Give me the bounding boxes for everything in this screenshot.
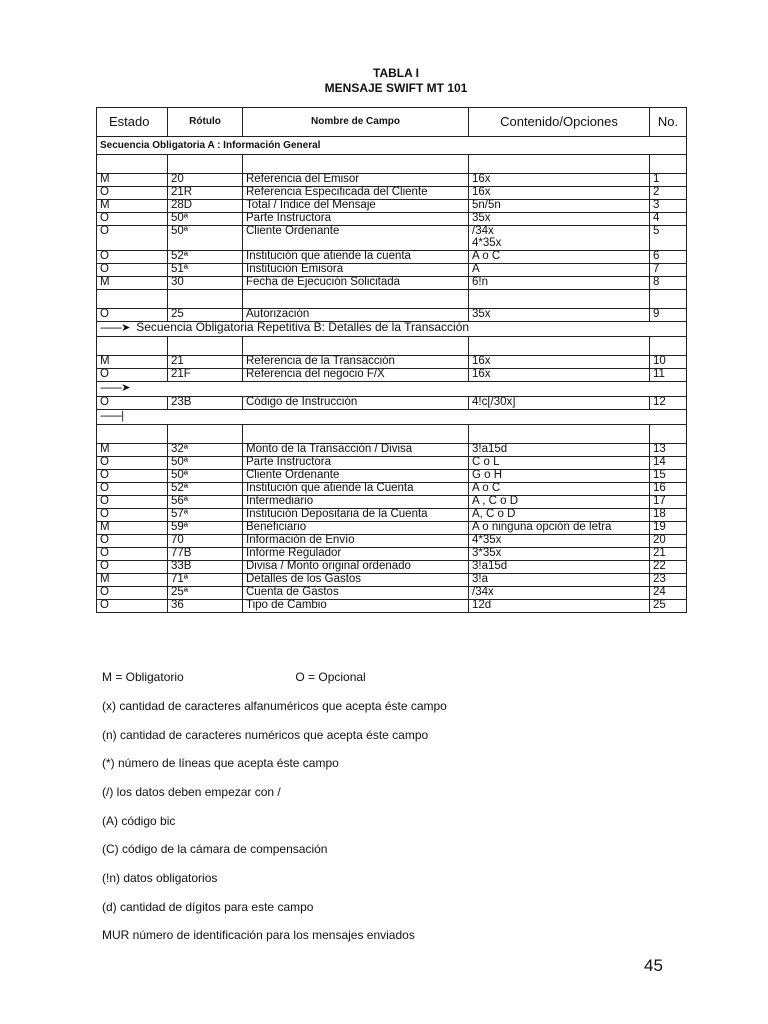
cell-rotulo: 21 [168, 356, 243, 369]
cell-contenido: A o ninguna opción de letra [469, 522, 650, 535]
cell-rotulo: 52ª [168, 483, 243, 496]
cell-contenido: /34x [469, 587, 650, 600]
cell-nombre: Tipo de Cambio [243, 600, 469, 613]
cell-rotulo: 52ª [168, 251, 243, 264]
legend-item: (A) código bic [102, 814, 176, 828]
cell-no: 1 [650, 174, 687, 187]
table-row [97, 457, 687, 470]
spacer-row [97, 425, 687, 444]
header-estado: Estado [97, 108, 168, 137]
cell-rotulo: 59ª [168, 522, 243, 535]
cell-no: 17 [650, 496, 687, 509]
cell-rotulo: 51ª [168, 264, 243, 277]
cell-estado: O [97, 187, 168, 200]
cell-contenido: A o C [469, 251, 650, 264]
cell-rotulo: 77B [168, 548, 243, 561]
cell-estado: O [97, 561, 168, 574]
cell-estado: O [97, 309, 168, 322]
cell-estado: O [97, 548, 168, 561]
cell-estado: O [97, 483, 168, 496]
cell-contenido: 16x [469, 356, 650, 369]
cell-rotulo: 23B [168, 397, 243, 410]
cell-estado: O [97, 509, 168, 522]
page-number: 45 [644, 956, 663, 975]
legend-item: (x) cantidad de caracteres alfanuméricos que acepta éste campo [102, 699, 447, 713]
cell-estado: M [97, 277, 168, 290]
legend-item: (C) código de la cámara de compensación [102, 842, 328, 856]
table-row [97, 483, 687, 496]
cell-estado: O [97, 535, 168, 548]
cell-estado: M [97, 356, 168, 369]
cell-nombre: Informe Regulador [243, 548, 469, 561]
cell-no: 6 [650, 251, 687, 264]
cell-estado: O [97, 213, 168, 226]
cell-contenido: 35x [469, 213, 650, 226]
cell-nombre: Divisa / Monto original ordenado [243, 561, 469, 574]
cell-no: 13 [650, 444, 687, 457]
table-row [97, 522, 687, 535]
legend-o: O = Opcional [295, 670, 366, 684]
legend-item: MUR número de identificación para los mensajes enviados [102, 928, 415, 942]
cell-contenido: 16x [469, 187, 650, 200]
cell-no: 24 [650, 587, 687, 600]
cell-no: 22 [650, 561, 687, 574]
cell-no: 4 [650, 213, 687, 226]
header-contenido: Contenido/Opciones [469, 108, 650, 137]
section-b-label [97, 322, 687, 337]
cell-estado: M [97, 444, 168, 457]
table-row [97, 369, 687, 382]
legend-status [102, 670, 366, 684]
cell-no: 11 [650, 369, 687, 382]
table-row [97, 200, 687, 213]
table-row [97, 213, 687, 226]
cell-rotulo: 71ª [168, 574, 243, 587]
cell-nombre: Cuenta de Gastos [243, 587, 469, 600]
spacer-row [97, 290, 687, 309]
cell-no: 25 [650, 600, 687, 613]
cell-contenido: A, C o D [469, 509, 650, 522]
cell-nombre: Total / Indice del Mensaje [243, 200, 469, 213]
cell-estado: M [97, 200, 168, 213]
cell-rotulo: 21R [168, 187, 243, 200]
cell-no: 23 [650, 574, 687, 587]
cell-nombre: Cliente Ordenante [243, 470, 469, 483]
table-row [97, 309, 687, 322]
table-header-row [97, 108, 687, 137]
table-row [97, 277, 687, 290]
cell-no: 12 [650, 397, 687, 410]
cell-contenido: 3!a15d [469, 561, 650, 574]
cell-nombre: Monto de la Transacción / Divisa [243, 444, 469, 457]
cell-rotulo: 20 [168, 174, 243, 187]
cell-estado: O [97, 470, 168, 483]
cell-no: 10 [650, 356, 687, 369]
cell-no: 20 [650, 535, 687, 548]
bracket-icon: --------| [100, 410, 124, 422]
header-rotulo: Rótulo [168, 108, 243, 137]
cell-no: 9 [650, 309, 687, 322]
cell-nombre: Información de Envío [243, 535, 469, 548]
table-row [97, 509, 687, 522]
table-row [97, 187, 687, 200]
table-row [97, 470, 687, 483]
cell-contenido: 4*35x [469, 535, 650, 548]
cell-rotulo: 25ª [168, 587, 243, 600]
cell-contenido: 3!a15d [469, 444, 650, 457]
cell-estado: O [97, 600, 168, 613]
cell-contenido: 12d [469, 600, 650, 613]
spacer-row [97, 337, 687, 356]
table-row [97, 548, 687, 561]
cell-nombre: Parte Instructora [243, 457, 469, 470]
cell-estado: O [97, 587, 168, 600]
section-a-row [97, 137, 687, 155]
bracket-row-row [97, 410, 687, 425]
legend-m: M = Obligatorio [102, 670, 184, 684]
table-row [97, 397, 687, 410]
cell-estado: M [97, 174, 168, 187]
cell-estado: M [97, 574, 168, 587]
table-row [97, 444, 687, 457]
cell-nombre: Código de Instrucción [243, 397, 469, 410]
table-row [97, 561, 687, 574]
cell-contenido: C o L [469, 457, 650, 470]
cell-contenido: 3!a [469, 574, 650, 587]
cell-estado: O [97, 397, 168, 410]
cell-nombre: Referencia del Emisor [243, 174, 469, 187]
cell-no: 5 [650, 226, 687, 251]
cell-nombre: Autorización [243, 309, 469, 322]
cell-rotulo: 50ª [168, 457, 243, 470]
cell-contenido: 6!n [469, 277, 650, 290]
header-no: No. [650, 108, 687, 137]
legend-item: (*) número de líneas que acepta éste campo [102, 756, 339, 770]
cell-rotulo: 70 [168, 535, 243, 548]
cell-rotulo: 25 [168, 309, 243, 322]
cell-rotulo: 28D [168, 200, 243, 213]
cell-estado: O [97, 226, 168, 251]
cell-contenido: A [469, 264, 650, 277]
cell-nombre: Institución que atiende la cuenta [243, 251, 469, 264]
cell-nombre: Referencia Especificada del Cliente [243, 187, 469, 200]
cell-no: 3 [650, 200, 687, 213]
section-b-text: Secuencia Obligatoria Repetitiva B: Detalles de la Transacción [136, 321, 470, 334]
cell-no: 18 [650, 509, 687, 522]
cell-nombre: Detalles de los Gastos [243, 574, 469, 587]
header-nombre: Nombre de Campo [243, 108, 469, 137]
cell-nombre: Fecha de Ejecución Solicitada [243, 277, 469, 290]
legend-item: (d) cantidad de dígitos para este campo [102, 900, 314, 914]
cell-no: 16 [650, 483, 687, 496]
arrow-icon: --------➤ [100, 382, 130, 394]
title-line-1: TABLA I [373, 66, 419, 80]
cell-rotulo: 50ª [168, 226, 243, 251]
cell-no: 14 [650, 457, 687, 470]
document-title [96, 66, 686, 96]
cell-estado: O [97, 496, 168, 509]
cell-rotulo: 36 [168, 600, 243, 613]
cell-nombre: Institución Depositaria de la Cuenta [243, 509, 469, 522]
table-row [97, 574, 687, 587]
table-row [97, 264, 687, 277]
table-row [97, 600, 687, 613]
cell-nombre: Referencia del negocio F/X [243, 369, 469, 382]
legend-item: (/) los datos deben empezar con / [102, 785, 281, 799]
cell-rotulo: 57ª [168, 509, 243, 522]
table-row [97, 587, 687, 600]
bracket-row [97, 410, 687, 425]
cell-nombre: Parte Instructora [243, 213, 469, 226]
cell-no: 7 [650, 264, 687, 277]
cell-rotulo: 32ª [168, 444, 243, 457]
cell-rotulo: 56ª [168, 496, 243, 509]
section-b-label-row [97, 322, 687, 337]
cell-no: 19 [650, 522, 687, 535]
cell-rotulo: 50ª [168, 213, 243, 226]
cell-estado: M [97, 522, 168, 535]
arrow-row [97, 382, 687, 397]
cell-contenido: 16x [469, 174, 650, 187]
cell-no: 21 [650, 548, 687, 561]
cell-rotulo: 50ª [168, 470, 243, 483]
cell-rotulo: 30 [168, 277, 243, 290]
title-line-2: MENSAJE SWIFT MT 101 [324, 81, 468, 95]
cell-nombre: Institución Emisora [243, 264, 469, 277]
cell-estado: O [97, 457, 168, 470]
cell-contenido [469, 226, 650, 251]
cell-contenido-line: 4*35x [472, 236, 502, 249]
swift-mt101-table [96, 107, 687, 613]
cell-contenido: G o H [469, 470, 650, 483]
cell-contenido: A , C o D [469, 496, 650, 509]
legend-item: (!n) datos obligatorios [102, 871, 218, 885]
cell-estado: O [97, 369, 168, 382]
cell-rotulo: 33B [168, 561, 243, 574]
cell-nombre: Cliente Ordenante [243, 226, 469, 251]
table-row [97, 174, 687, 187]
table-row [97, 251, 687, 264]
table-row [97, 496, 687, 509]
cell-contenido: 4!c[/30x] [469, 397, 650, 410]
cell-nombre: Referencia de la Transacción [243, 356, 469, 369]
cell-estado: O [97, 251, 168, 264]
cell-contenido: 35x [469, 309, 650, 322]
arrow-row-row [97, 382, 687, 397]
cell-estado: O [97, 264, 168, 277]
cell-contenido-line: /34x [472, 225, 494, 237]
cell-rotulo: 21F [168, 369, 243, 382]
cell-contenido: A o C [469, 483, 650, 496]
table-row [97, 535, 687, 548]
cell-contenido: 5n/5n [469, 200, 650, 213]
table-row [97, 356, 687, 369]
legend-item: (n) cantidad de caracteres numéricos que acepta éste campo [102, 728, 429, 742]
section-a-label: Secuencia Obligatoria A : Información General [97, 137, 687, 155]
cell-nombre: Intermediario [243, 496, 469, 509]
cell-contenido: 16x [469, 369, 650, 382]
cell-no: 15 [650, 470, 687, 483]
spacer-row [97, 155, 687, 174]
arrow-icon: --------➤ [100, 322, 130, 334]
cell-contenido: 3*35x [469, 548, 650, 561]
cell-nombre: Institución que atiende la Cuenta [243, 483, 469, 496]
cell-no: 2 [650, 187, 687, 200]
table-row [97, 226, 687, 251]
cell-nombre: Beneficiario [243, 522, 469, 535]
cell-no: 8 [650, 277, 687, 290]
